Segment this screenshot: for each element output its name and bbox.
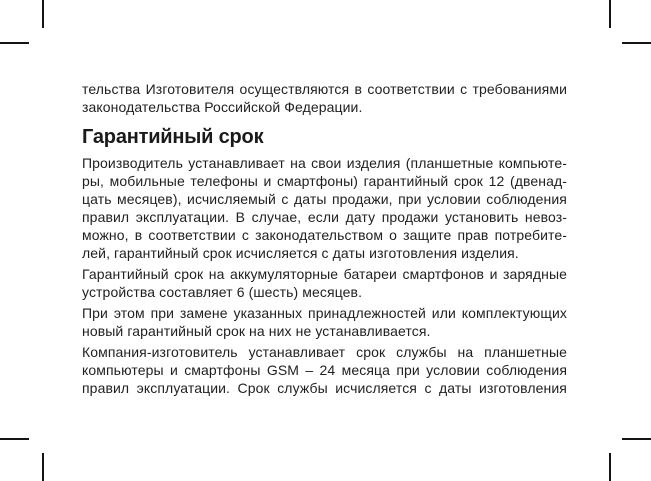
crop-mark-bottom-right-vertical (609, 453, 611, 481)
crop-mark-bottom-right-horizontal (622, 438, 651, 440)
text-line: лей, гарантийный срок исчисляется с даты изготовления изделия. (82, 245, 519, 261)
text-line: тельства Изготовителя осуществляются в соответствии с требованиями (82, 81, 567, 97)
paragraph-service-life (82, 343, 567, 397)
paragraph-battery-warranty (82, 265, 567, 301)
text-line: цать месяцев), исчисляемый с даты продажи, при условии соблюдения (82, 191, 567, 207)
text-line: можно, в соответствии с законодательством о защите прав потребите- (82, 227, 567, 243)
text-line: компьютеры и смартфоны GSM – 24 месяца при условии соблюдения (82, 362, 567, 378)
paragraph-continuation (82, 80, 567, 116)
text-line: При этом при замене указанных принадлежностей или комплектующих (82, 305, 567, 321)
text-line: законодательства Российской Федерации. (82, 99, 363, 115)
crop-mark-bottom-left-vertical (42, 453, 44, 481)
text-line: Компания-изготовитель устанавливает срок службы на планшетные (82, 344, 567, 360)
paragraph-replacement (82, 304, 567, 340)
crop-mark-top-left-vertical (42, 0, 44, 28)
text-line: правил эксплуатации. В случае, если дату продажи установить невоз- (82, 209, 567, 225)
text-line: устройства составляет 6 (шесть) месяцев. (82, 284, 363, 300)
page-content (82, 80, 567, 400)
text-line: Производитель устанавливает на свои изделия (планшетные компьюте- (82, 155, 567, 171)
text-line: правил эксплуатации. Срок службы исчисляется с даты изготовления (82, 380, 567, 396)
section-heading: Гарантийный срок (82, 126, 264, 148)
crop-mark-top-right-horizontal (622, 42, 651, 44)
crop-mark-bottom-left-horizontal (0, 438, 29, 440)
paragraph-warranty-term (82, 154, 567, 262)
crop-mark-top-right-vertical (609, 0, 611, 28)
text-line: Гарантийный срок на аккумуляторные батареи смартфонов и зарядные (82, 266, 567, 282)
text-line: ры, мобильные телефоны и смартфоны) гарантийный срок 12 (двенад- (82, 173, 567, 189)
text-line: новый гарантийный срок на них не устанавливается. (82, 323, 431, 339)
crop-mark-top-left-horizontal (0, 42, 29, 44)
